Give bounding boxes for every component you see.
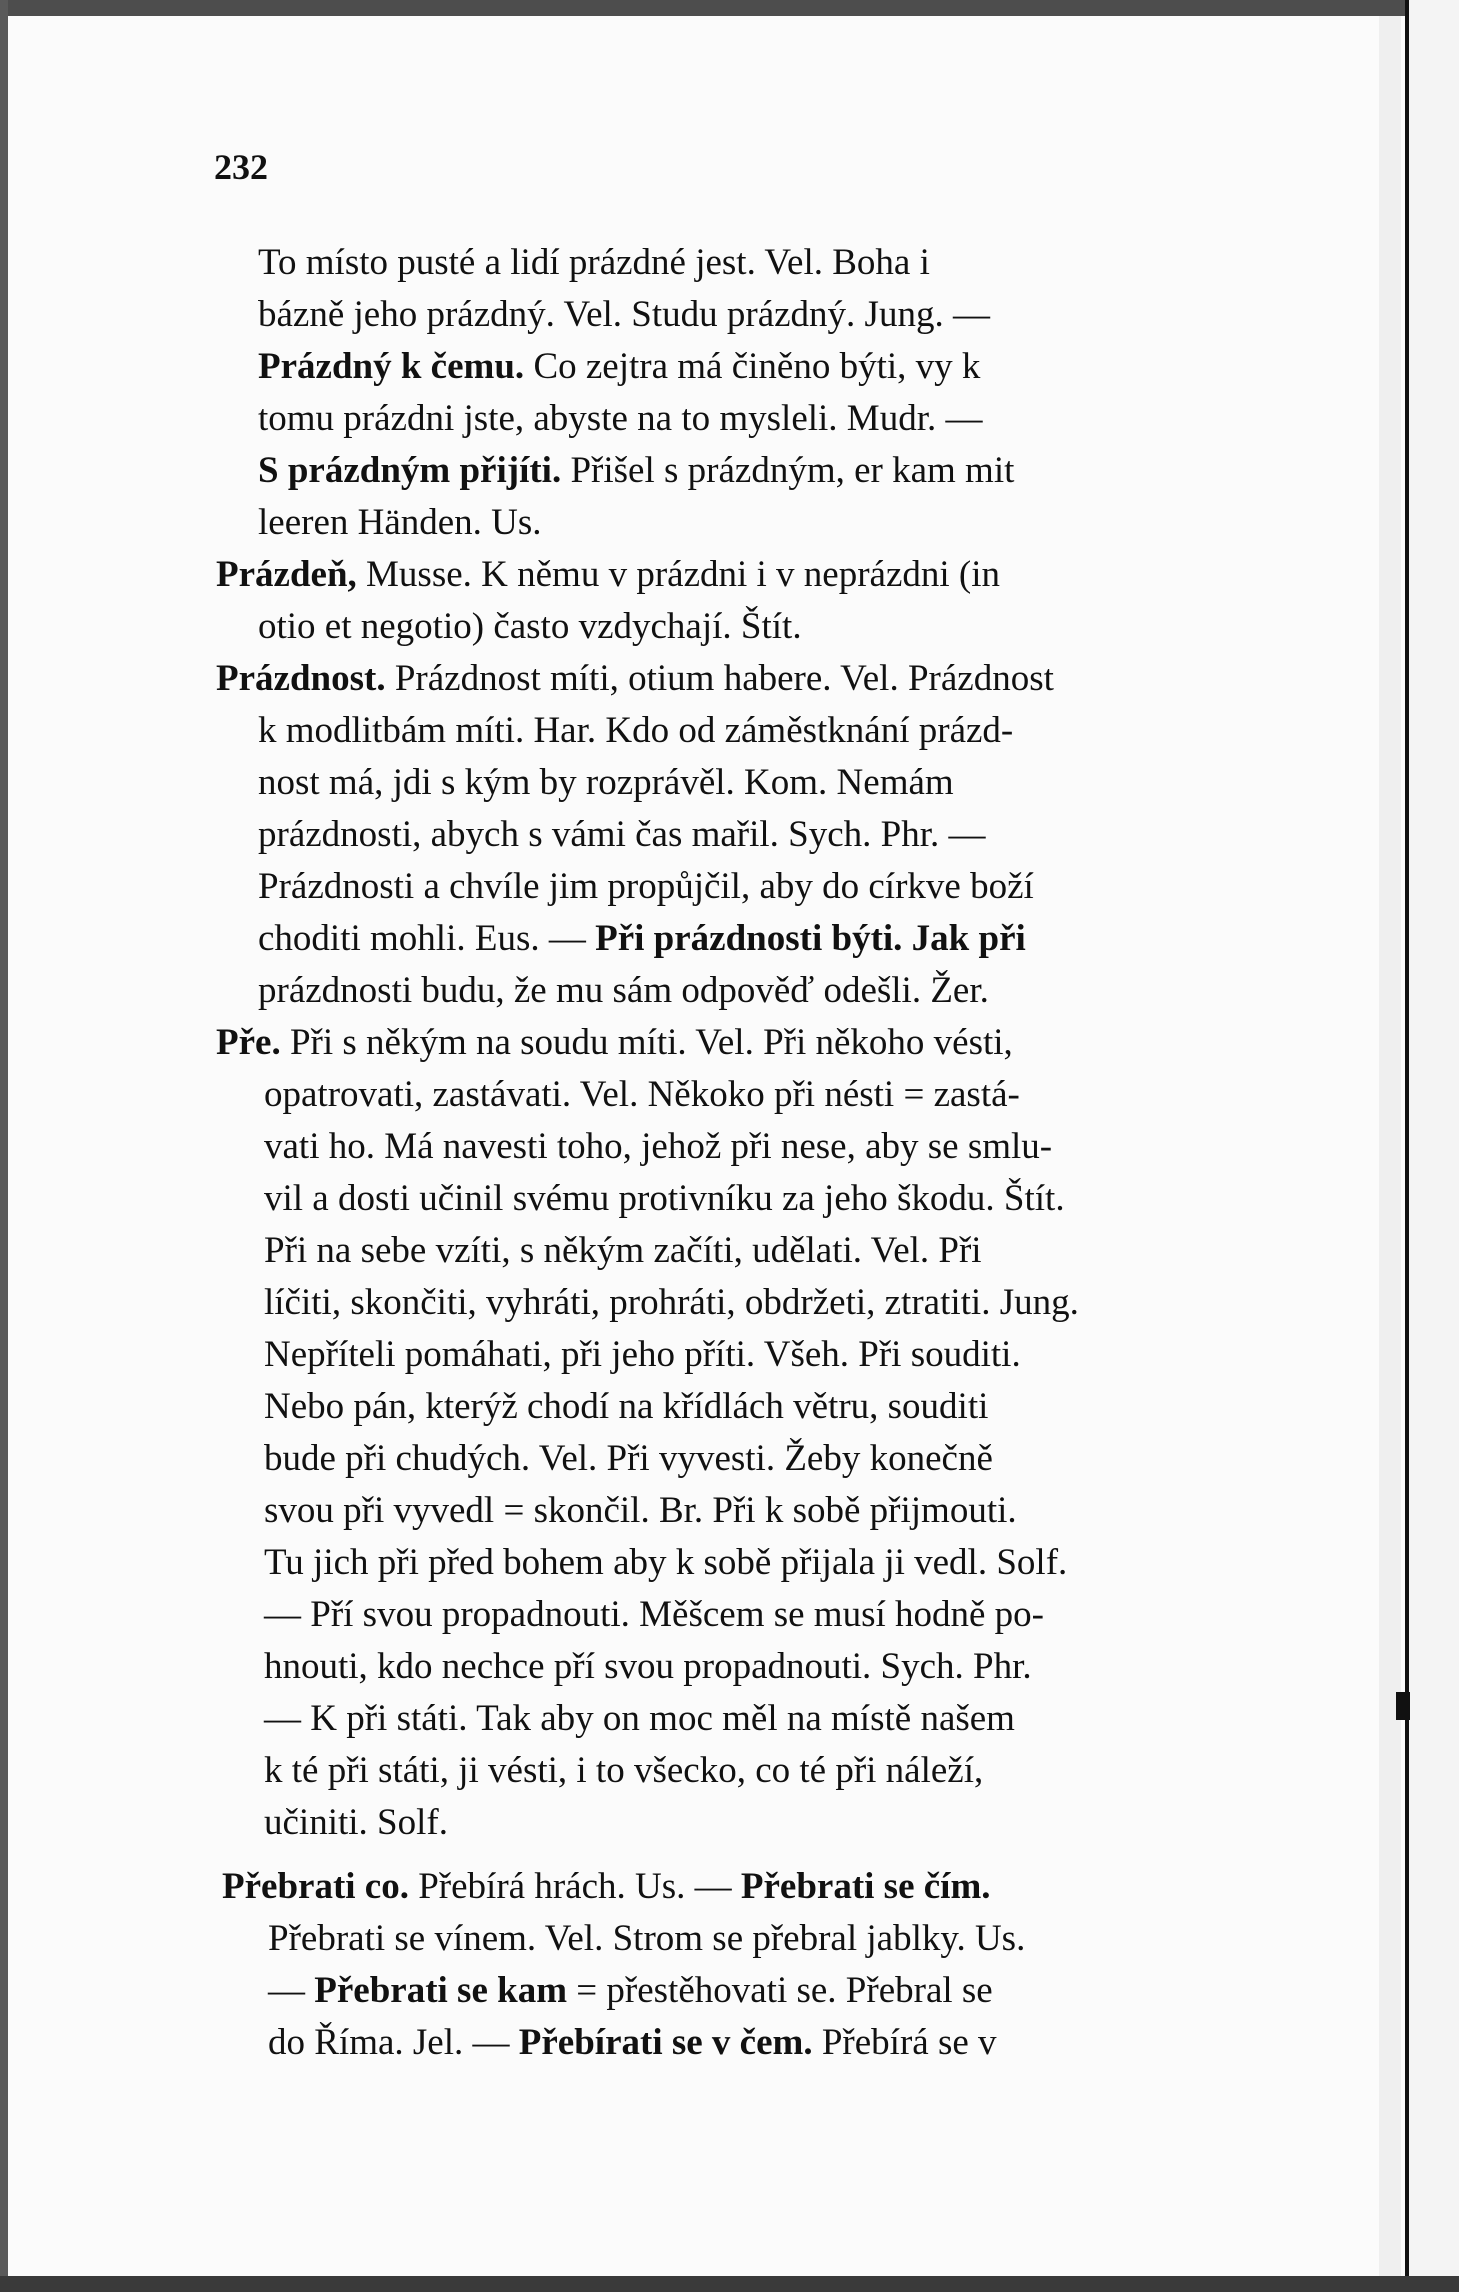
text-line: vil a dosti učinil svému protivníku za jeho škodu. Štít. [264,1178,1065,1219]
margin-mark [1396,1692,1410,1720]
scan-bottom-edge [0,2276,1459,2292]
text-line: — K při státi. Tak aby on moc měl na místě našem [264,1698,1015,1739]
text-line: — Přebrati se kam = přestěhovati se. Přebral se [268,1970,993,2011]
scan-top-edge [0,0,1459,16]
text-line: do Říma. Jel. — Přebírati se v čem. Přebírá se v [268,2022,997,2063]
text-line: svou při vyvedl = skončil. Br. Při k sobě přijmouti. [264,1490,1017,1531]
text-line: — Pří svou propadnouti. Měšcem se musí hodně po- [264,1594,1044,1635]
text-line: Přebrati se vínem. Vel. Strom se přebral jablky. Us. [268,1918,1026,1959]
text-line: Prázdnosti a chvíle jim propůjčil, aby do církve boží [258,866,1034,907]
text-line: hnouti, kdo nechce pří svou propadnouti. Sych. Phr. [264,1646,1032,1687]
page-number: 232 [214,147,268,187]
text-line: Prázdeň, Musse. K němu v prázdni i v neprázdni (in [216,554,1001,595]
text-line: Prázdný k čemu. Co zejtra má činěno býti, vy k [258,346,981,387]
text-line: bázně jeho prázdný. Vel. Studu prázdný. Jung. — [258,294,990,335]
scan-left-edge [0,0,8,2292]
page-gutter [1379,16,1401,2276]
text-line: líčiti, skončiti, vyhráti, prohráti, obdržeti, ztratiti. Jung. [264,1282,1079,1323]
text-line: Prázdnost. Prázdnost míti, otium habere. Vel. Prázdnost [216,658,1054,699]
text-line: Tu jich při před bohem aby k sobě přijala ji vedl. Solf. [264,1542,1068,1583]
text-line: bude při chudých. Vel. Při vyvesti. Žeby konečně [264,1438,993,1479]
text-line: Nepříteli pomáhati, při jeho příti. Všeh. Při souditi. [264,1334,1021,1375]
text-line: Přebrati co. Přebírá hrách. Us. — Přebrati se čím. [222,1866,991,1907]
text-line: prázdnosti budu, že mu sám odpověď odešli. Žer. [258,970,989,1011]
text-line: Při na sebe vzíti, s někým začíti, udělati. Vel. Při [264,1230,982,1271]
text-line: opatrovati, zastávati. Vel. Někoko při nésti = zastá- [264,1074,1020,1115]
text-line: k modlitbám míti. Har. Kdo od záměstknání prázd- [258,710,1014,751]
text-line: S prázdným přijíti. Přišel s prázdným, er kam mit [258,450,1015,491]
text-line: tomu prázdni jste, abyste na to mysleli. Mudr. — [258,398,983,439]
text-line: leeren Händen. Us. [258,502,542,543]
text-line: otio et negotio) často vzdychají. Štít. [258,606,802,647]
text-line: choditi mohli. Eus. — Při prázdnosti býti. Jak při [258,918,1026,959]
scan-right-edge [1405,0,1459,2292]
text-line: nost má, jdi s kým by rozprávěl. Kom. Nemám [258,762,954,803]
text-line: Nebo pán, kterýž chodí na křídlách větru, souditi [264,1386,989,1427]
text-line: učiniti. Solf. [264,1802,448,1843]
text-line: k té při státi, ji vésti, i to všecko, co té při náleží, [264,1750,984,1791]
text-line: prázdnosti, abych s vámi čas mařil. Sych. Phr. — [258,814,986,855]
text-line: vati ho. Má navesti toho, jehož při nese, aby se smlu- [264,1126,1053,1167]
text-line: To místo pusté a lidí prázdné jest. Vel. Boha i [258,242,930,283]
text-line: Pře. Při s někým na soudu míti. Vel. Při někoho vésti, [216,1022,1013,1063]
